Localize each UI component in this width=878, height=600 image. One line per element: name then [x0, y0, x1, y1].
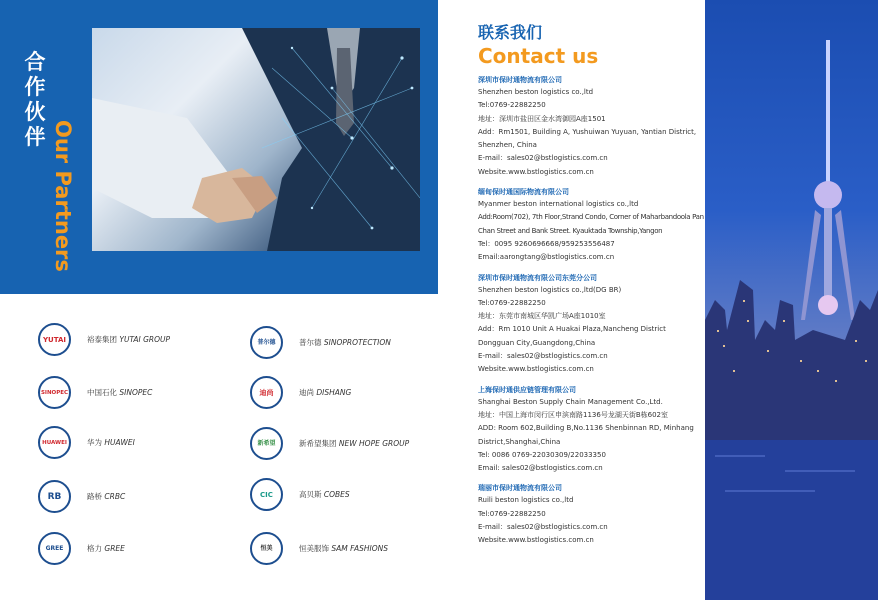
partner-name: 恒美服饰 SAM FASHIONS	[299, 544, 389, 553]
contact-line: Myanmer beston international logistics co.,ltd	[478, 200, 639, 209]
contact-line: 地址：东莞市南城区华凯广场A座1010室	[478, 312, 606, 321]
contact-line: Email:aarongtang@bstlogistics.com.cn	[478, 253, 615, 262]
contact-line: Add：Rm1501, Building A, Yushuiwan Yuyuan, Yantian District, Shenzhen, China	[478, 127, 697, 150]
sinopec-logo-icon: SINOPEC	[38, 376, 71, 409]
gree-logo-icon: GREE	[38, 532, 71, 565]
partner-item-sinoprotection	[250, 326, 391, 359]
contact-title-en: Contact us	[478, 44, 599, 68]
contact-line: ADD: Room 602,Building B,No.1136 Shenbinnan RD, Minhang District,Shanghai,China	[478, 424, 694, 446]
partner-item-yutai	[38, 323, 170, 356]
contact-line: E-mail：sales02@bstlogistics.com.cn	[478, 154, 608, 163]
contact-line: Add:Room(702), 7th Floor,Strand Condo, Corner of Maharbandoola Pan Chan Street and Bank Street. Kyauktada Township,Yangon	[478, 213, 704, 235]
samfashions-logo-icon: 恒美	[250, 532, 283, 565]
contact-line: Ruili beston logistics co.,ltd	[478, 496, 574, 505]
partners-list	[0, 294, 438, 600]
partner-item-crbc	[38, 480, 125, 513]
handshake-illustration	[92, 28, 420, 251]
contact-line: Website.www.bstlogistics.com.cn	[478, 536, 594, 545]
dishang-logo-icon: 迪尚	[250, 376, 283, 409]
partner-name: 高贝斯 COBES	[299, 490, 350, 499]
crbc-logo-icon: RB	[38, 480, 71, 513]
partner-item-huawei	[38, 426, 135, 459]
huawei-logo-icon: HUAWEI	[38, 426, 71, 459]
contact-company-name: 上海保时通供应链管理有限公司	[478, 385, 576, 394]
partner-name: 中国石化 SINOPEC	[87, 388, 153, 397]
partner-item-gree	[38, 532, 125, 565]
partner-name: 路桥 CRBC	[87, 492, 126, 501]
partners-title-cn: 合作伙伴	[24, 50, 46, 149]
contact-company-name: 深圳市保时通物流有限公司东莞分公司	[478, 273, 597, 282]
contact-title-cn: 联系我们	[478, 23, 543, 42]
partner-item-dishang	[250, 376, 351, 409]
contact-block-shanghai	[478, 385, 704, 476]
contact-line: Tel: 0086 0769-22030309/22033350	[478, 450, 606, 459]
contact-line: Website.www.bstlogistics.com.cn	[478, 167, 594, 176]
contact-line: E-mail：sales02@bstlogistics.com.cn	[478, 523, 608, 532]
partner-name: 新希望集团 NEW HOPE GROUP	[299, 439, 410, 448]
partners-header-panel	[0, 0, 438, 294]
contact-line: Shenzhen beston logistics co.,ltd(DG BR)	[478, 285, 622, 294]
contact-line: E-mail：sales02@bstlogistics.com.cn	[478, 352, 608, 361]
contact-block-dongguan	[478, 273, 704, 377]
contact-block-myanmar	[478, 187, 704, 264]
partner-name: 华为 HUAWEI	[87, 438, 135, 447]
yutai-logo-icon: YUTAI	[38, 323, 71, 356]
contact-line: Website.www.bstlogistics.com.cn	[478, 365, 594, 374]
contact-line: 地址：深圳市盐田区金水湾御园A座1501	[478, 114, 606, 123]
contact-block-shenzhen	[478, 75, 704, 179]
newhope-logo-icon: 新希望	[250, 427, 283, 460]
contact-company-name: 缅甸保时通国际物流有限公司	[478, 188, 569, 197]
city-skyline-photo	[705, 0, 878, 600]
contact-line: Tel：0095 9260696668/959253556487	[478, 239, 615, 248]
sinoprotection-logo-icon: 普尔德	[250, 326, 283, 359]
contact-line: Email: sales02@bstlogistics.com.cn	[478, 464, 603, 473]
partner-item-sinopec	[38, 376, 152, 409]
handshake-photo	[92, 28, 420, 251]
partner-name: 裕泰集团 YUTAI GROUP	[87, 335, 171, 344]
contact-company-name: 瑞丽市保时通物流有限公司	[478, 484, 562, 493]
contact-line: Tel:0769-22882250	[478, 298, 546, 307]
partner-item-newhope	[250, 427, 409, 460]
contact-company-name: 深圳市保时通物流有限公司	[478, 76, 562, 84]
cobes-logo-icon: CIC	[250, 478, 283, 511]
contact-line: Tel:0769-22882250	[478, 101, 546, 110]
contact-line: Shenzhen beston logistics co.,ltd	[478, 88, 594, 96]
partners-title-en: Our Partners	[51, 120, 75, 272]
partner-name: 迪尚 DISHANG	[299, 388, 352, 397]
contact-line: Shanghai Beston Supply Chain Management Co.,Ltd.	[478, 397, 663, 406]
partner-item-cobes	[250, 478, 350, 511]
contact-line: Add：Rm 1010 Unit A Huakai Plaza,Nancheng District Dongguan City,Guangdong,China	[478, 325, 666, 347]
partner-name: 格力 GREE	[87, 544, 125, 553]
contact-line: 地址：中国上海市闵行区申滨南路1136号龙湖天街B栋602室	[478, 410, 668, 419]
contact-line: Tel:0769-22882250	[478, 509, 546, 518]
partner-name: 普尔德 SINOPROTECTION	[299, 338, 391, 347]
tower-skyline-illustration	[705, 0, 878, 600]
partner-item-samfashions	[250, 532, 388, 565]
contact-block-ruili	[478, 483, 704, 547]
contact-section	[478, 22, 704, 548]
